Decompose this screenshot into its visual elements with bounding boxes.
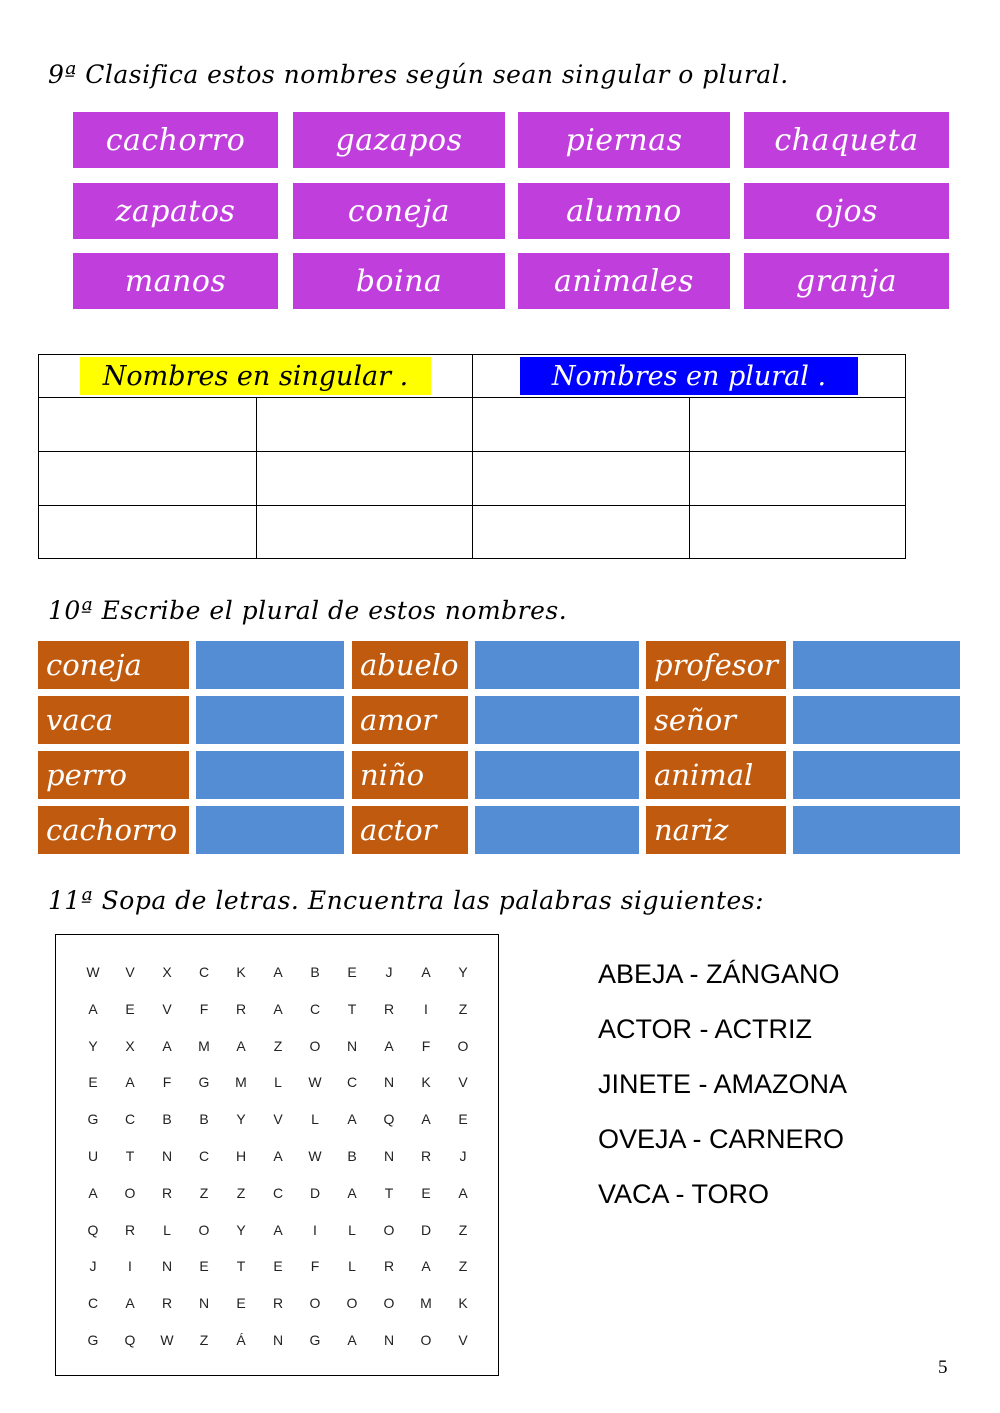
grid-letter[interactable]: A: [347, 1184, 357, 1201]
exercise-10-title: 10ª Escribe el plural de estos nombres.: [48, 596, 568, 625]
grid-letter[interactable]: R: [272, 1295, 284, 1312]
grid-letter[interactable]: W: [308, 1074, 322, 1091]
grid-letter[interactable]: Z: [199, 1184, 209, 1201]
answer-cell[interactable]: [690, 398, 906, 451]
grid-letter[interactable]: A: [347, 1111, 357, 1128]
grid-letter[interactable]: Q: [87, 1221, 99, 1238]
grid-letter[interactable]: L: [348, 1258, 356, 1275]
noun-word: cachorro: [38, 806, 189, 854]
grid-letter[interactable]: R: [161, 1184, 173, 1201]
word-tile[interactable]: piernas: [518, 112, 730, 168]
grid-letter[interactable]: C: [346, 1074, 358, 1091]
grid-letter[interactable]: N: [198, 1295, 210, 1312]
grid-letter[interactable]: L: [311, 1111, 319, 1128]
grid-letter[interactable]: G: [87, 1111, 99, 1128]
answer-cell[interactable]: [257, 506, 472, 559]
grid-letter[interactable]: D: [309, 1184, 321, 1201]
grid-letter[interactable]: C: [124, 1111, 136, 1128]
grid-letter[interactable]: E: [125, 1000, 135, 1017]
grid-letter[interactable]: G: [309, 1332, 321, 1348]
grid-letter[interactable]: N: [346, 1037, 358, 1054]
plural-answer-box[interactable]: [793, 806, 960, 854]
grid-letter[interactable]: Z: [199, 1332, 209, 1348]
word-pair: OVEJA - CARNERO: [598, 1124, 845, 1154]
grid-letter[interactable]: M: [198, 1037, 210, 1054]
grid-letter[interactable]: E: [199, 1258, 209, 1275]
grid-letter[interactable]: R: [420, 1148, 432, 1164]
word-search-grid: [55, 934, 499, 1376]
grid-letter[interactable]: A: [347, 1332, 357, 1348]
answer-cell[interactable]: [39, 398, 256, 451]
plural-answer-box[interactable]: [475, 806, 639, 854]
plural-answer-box[interactable]: [475, 696, 639, 744]
grid-letter[interactable]: V: [125, 964, 135, 980]
grid-letter[interactable]: K: [458, 1295, 468, 1312]
plural-header: Nombres en plural .: [520, 357, 858, 395]
word-pair: VACA - TORO: [598, 1179, 770, 1209]
grid-letter[interactable]: O: [383, 1295, 395, 1312]
answer-cell[interactable]: [473, 452, 689, 505]
grid-letter[interactable]: Z: [458, 1221, 468, 1238]
grid-letter[interactable]: B: [310, 964, 320, 980]
grid-letter[interactable]: A: [88, 1000, 98, 1017]
word-tile[interactable]: coneja: [293, 183, 505, 239]
grid-letter[interactable]: T: [384, 1184, 394, 1201]
word-tile[interactable]: granja: [744, 253, 949, 309]
grid-letter[interactable]: C: [198, 964, 210, 980]
grid-letter[interactable]: I: [424, 1000, 428, 1017]
plural-answer-box[interactable]: [196, 806, 344, 854]
grid-letter[interactable]: A: [421, 1258, 431, 1275]
plural-answer-box[interactable]: [793, 641, 960, 689]
grid-letter[interactable]: A: [273, 1148, 283, 1164]
answer-cell[interactable]: [39, 452, 256, 505]
grid-letter[interactable]: J: [385, 964, 393, 980]
grid-letter[interactable]: N: [272, 1332, 284, 1348]
grid-letter[interactable]: C: [272, 1184, 284, 1201]
grid-letter[interactable]: X: [162, 964, 172, 980]
grid-letter[interactable]: Q: [383, 1111, 395, 1128]
grid-letter[interactable]: E: [236, 1295, 246, 1312]
word-pair: ACTOR - ACTRIZ: [598, 1014, 813, 1044]
grid-letter[interactable]: F: [199, 1000, 209, 1017]
grid-letter[interactable]: J: [459, 1148, 467, 1164]
grid-letter[interactable]: E: [421, 1184, 431, 1201]
word-tile[interactable]: ojos: [744, 183, 949, 239]
grid-letter[interactable]: O: [420, 1332, 432, 1348]
grid-letter[interactable]: A: [273, 1221, 283, 1238]
grid-letter[interactable]: G: [87, 1332, 99, 1348]
grid-letter[interactable]: A: [125, 1295, 135, 1312]
grid-letter[interactable]: V: [458, 1332, 468, 1348]
answer-cell[interactable]: [257, 452, 472, 505]
word-tile[interactable]: manos: [73, 253, 278, 309]
grid-letter[interactable]: N: [161, 1258, 173, 1275]
answer-cell[interactable]: [257, 398, 472, 451]
plural-answer-box[interactable]: [196, 641, 344, 689]
grid-letter[interactable]: B: [199, 1111, 209, 1128]
grid-letter[interactable]: B: [162, 1111, 172, 1128]
grid-letter[interactable]: N: [383, 1074, 395, 1091]
grid-letter[interactable]: Z: [458, 1000, 468, 1017]
grid-letter[interactable]: K: [421, 1074, 431, 1091]
grid-letter[interactable]: A: [125, 1074, 135, 1091]
answer-cell[interactable]: [473, 506, 689, 559]
grid-letter[interactable]: L: [163, 1221, 171, 1238]
grid-letter[interactable]: A: [273, 1000, 283, 1017]
grid-letter[interactable]: R: [161, 1295, 173, 1312]
plural-answer-box[interactable]: [793, 751, 960, 799]
noun-word: señor: [646, 696, 786, 744]
grid-letter[interactable]: K: [236, 964, 246, 980]
grid-letter[interactable]: A: [421, 964, 431, 980]
singular-header: Nombres en singular .: [80, 357, 431, 395]
grid-letter[interactable]: X: [125, 1037, 135, 1054]
noun-word: perro: [38, 751, 189, 799]
grid-letter[interactable]: W: [160, 1332, 174, 1348]
grid-letter[interactable]: E: [88, 1074, 98, 1091]
answer-cell[interactable]: [39, 506, 256, 559]
grid-letter[interactable]: A: [236, 1037, 246, 1054]
grid-letter[interactable]: Á: [236, 1332, 246, 1348]
grid-letter[interactable]: U: [87, 1148, 99, 1164]
grid-letter[interactable]: H: [235, 1148, 247, 1164]
page-number: 5: [938, 1357, 948, 1378]
grid-letter[interactable]: L: [348, 1221, 356, 1238]
noun-word: abuelo: [352, 641, 468, 689]
grid-letter[interactable]: A: [458, 1184, 468, 1201]
noun-word: actor: [352, 806, 468, 854]
plural-answer-box[interactable]: [475, 641, 639, 689]
grid-letter[interactable]: R: [383, 1000, 395, 1017]
word-tile[interactable]: alumno: [518, 183, 730, 239]
grid-letter[interactable]: O: [346, 1295, 358, 1312]
grid-letter[interactable]: C: [87, 1295, 99, 1312]
grid-letter[interactable]: A: [384, 1037, 394, 1054]
grid-letter[interactable]: Y: [458, 964, 468, 980]
answer-cell[interactable]: [690, 452, 906, 505]
grid-letter[interactable]: N: [383, 1148, 395, 1164]
grid-letter[interactable]: O: [309, 1037, 321, 1054]
grid-letter[interactable]: O: [198, 1221, 210, 1238]
grid-letter[interactable]: E: [273, 1258, 283, 1275]
grid-letter[interactable]: A: [421, 1111, 431, 1128]
grid-letter[interactable]: D: [420, 1221, 432, 1238]
word-tile[interactable]: gazapos: [293, 112, 505, 168]
grid-letter[interactable]: Z: [236, 1184, 246, 1201]
grid-letter[interactable]: F: [310, 1258, 320, 1275]
grid-letter[interactable]: Y: [88, 1037, 98, 1054]
noun-word: nariz: [646, 806, 786, 854]
grid-letter[interactable]: R: [235, 1000, 247, 1017]
grid-letter[interactable]: W: [308, 1148, 322, 1164]
grid-letter[interactable]: T: [236, 1258, 246, 1275]
grid-letter[interactable]: O: [457, 1037, 469, 1054]
answer-cell[interactable]: [473, 398, 689, 451]
grid-letter[interactable]: I: [128, 1258, 132, 1275]
noun-word: coneja: [38, 641, 189, 689]
plural-answer-box[interactable]: [196, 696, 344, 744]
grid-letter[interactable]: O: [124, 1184, 136, 1201]
grid-letter[interactable]: V: [273, 1111, 283, 1128]
plural-answer-box[interactable]: [475, 751, 639, 799]
noun-word: niño: [352, 751, 468, 799]
exercise-11-title: 11ª Sopa de letras. Encuentra las palabras siguientes:: [48, 886, 765, 915]
grid-letter[interactable]: T: [125, 1148, 135, 1164]
noun-word: amor: [352, 696, 468, 744]
grid-letter[interactable]: C: [198, 1148, 210, 1164]
grid-letter[interactable]: M: [420, 1295, 432, 1312]
grid-letter[interactable]: M: [235, 1074, 247, 1091]
grid-letter[interactable]: A: [88, 1184, 98, 1201]
grid-letter[interactable]: T: [347, 1000, 357, 1017]
grid-letter[interactable]: Y: [236, 1221, 246, 1238]
exercise-9-title: 9ª Clasifica estos nombres según sean singular o plural.: [48, 60, 789, 89]
grid-letter[interactable]: B: [347, 1148, 357, 1164]
word-tile[interactable]: animales: [518, 253, 730, 309]
grid-letter[interactable]: W: [86, 964, 100, 980]
grid-letter[interactable]: J: [89, 1258, 97, 1275]
word-tile[interactable]: zapatos: [73, 183, 278, 239]
plural-answer-box[interactable]: [793, 696, 960, 744]
grid-letter[interactable]: E: [458, 1111, 468, 1128]
grid-letter[interactable]: V: [458, 1074, 468, 1091]
grid-letter[interactable]: N: [161, 1148, 173, 1164]
grid-letter[interactable]: F: [421, 1037, 431, 1054]
grid-letter[interactable]: Z: [458, 1258, 468, 1275]
grid-letter[interactable]: I: [313, 1221, 317, 1238]
word-tile[interactable]: boina: [293, 253, 505, 309]
word-tile[interactable]: cachorro: [73, 112, 278, 168]
grid-letter[interactable]: R: [124, 1221, 136, 1238]
grid-letter[interactable]: Y: [236, 1111, 246, 1128]
word-tile[interactable]: chaqueta: [744, 112, 949, 168]
answer-cell[interactable]: [690, 506, 906, 559]
grid-letter[interactable]: V: [162, 1000, 172, 1017]
grid-letter[interactable]: N: [383, 1332, 395, 1348]
noun-word: vaca: [38, 696, 189, 744]
grid-letter[interactable]: F: [162, 1074, 172, 1091]
grid-letter[interactable]: O: [383, 1221, 395, 1238]
grid-letter[interactable]: Z: [273, 1037, 283, 1054]
grid-letter[interactable]: O: [309, 1295, 321, 1312]
grid-letter[interactable]: R: [383, 1258, 395, 1275]
grid-letter[interactable]: Q: [124, 1332, 136, 1348]
grid-letter[interactable]: E: [347, 964, 357, 980]
word-pair: JINETE - AMAZONA: [598, 1069, 848, 1099]
grid-letter[interactable]: G: [198, 1074, 210, 1091]
noun-word: animal: [646, 751, 786, 799]
grid-letter[interactable]: L: [274, 1074, 282, 1091]
word-pair: ABEJA - ZÁNGANO: [598, 959, 840, 989]
plural-answer-box[interactable]: [196, 751, 344, 799]
grid-letter[interactable]: A: [273, 964, 283, 980]
noun-word: profesor: [646, 641, 786, 689]
grid-letter[interactable]: A: [162, 1037, 172, 1054]
classification-table: [38, 354, 906, 559]
grid-letter[interactable]: C: [309, 1000, 321, 1017]
